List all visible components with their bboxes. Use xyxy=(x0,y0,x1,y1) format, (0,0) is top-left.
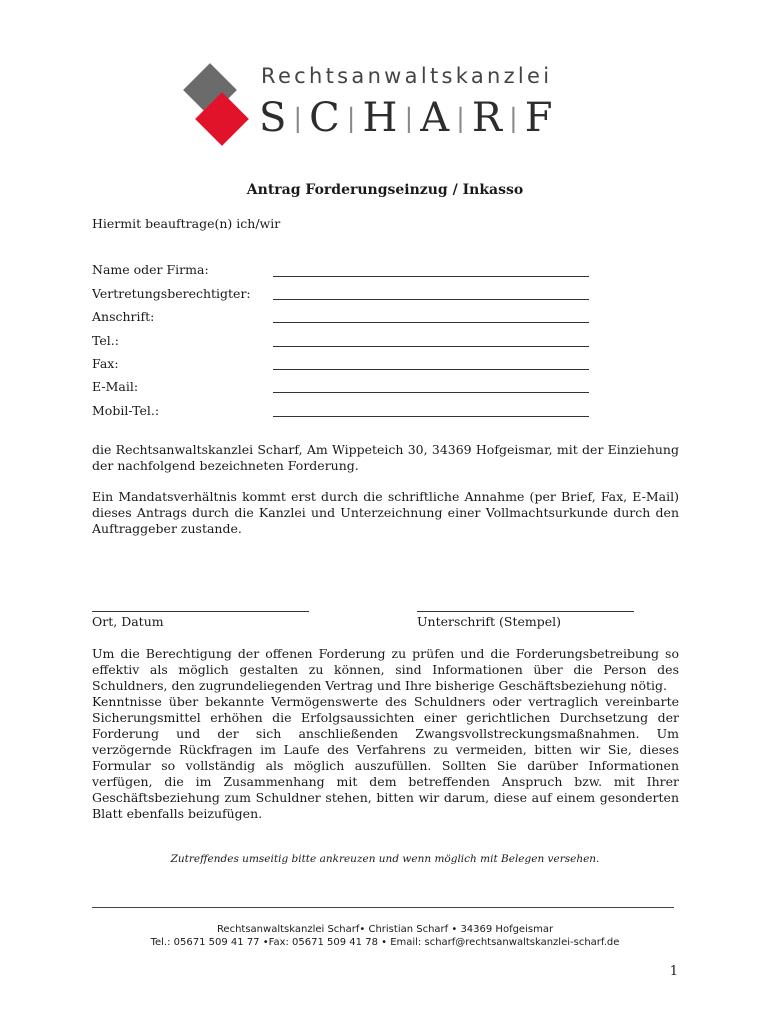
page-number: 1 xyxy=(669,964,678,979)
note-text: Zutreffendes umseitig bitte ankreuzen und wenn möglich mit Belegen versehen. xyxy=(170,853,600,865)
paragraph-mandate-intro: die Rechtsanwaltskanzlei Scharf, Am Wippeteich 30, 34369 Hofgeismar, mit der Einziehung der nachfolgend bezeichneten Forderung. xyxy=(92,442,679,473)
field-label-mobile: Mobil-Tel.: xyxy=(92,403,160,418)
logo-letter: C xyxy=(309,95,340,141)
logo-letter: A xyxy=(420,95,450,141)
field-label-fax: Fax: xyxy=(92,356,119,371)
field-label-address: Anschrift: xyxy=(92,309,155,324)
logo-letter: R xyxy=(471,95,502,141)
intro-text: Hiermit beauftrage(n) ich/wir xyxy=(92,216,281,231)
field-line-name[interactable] xyxy=(273,276,589,277)
logo-letter: F xyxy=(524,95,553,141)
signature-line-place-date[interactable] xyxy=(92,611,309,612)
field-line-representative[interactable] xyxy=(273,299,589,300)
signature-line-signature[interactable] xyxy=(417,611,634,612)
field-label-name: Name oder Firma: xyxy=(92,262,209,277)
logo-name: S | C | H | A | R | F xyxy=(259,95,553,141)
field-line-mobile[interactable] xyxy=(273,416,589,417)
paragraph-mandate-terms: Ein Mandatsverhältnis kommt erst durch die schriftliche Annahme (per Brief, Fax, E-Mail) dieses Antrags durch die Kanzlei und Unterzeichnung einer Vollmachtsurkunde durch den Auftraggeber zustande. xyxy=(92,489,679,536)
footer-line1: Rechtsanwaltskanzlei Scharf• Christian Scharf • 34369 Hofgeismar xyxy=(216,924,554,935)
signature-label-signature: Unterschrift (Stempel) xyxy=(417,614,562,629)
signature-label-place-date: Ort, Datum xyxy=(92,614,164,629)
field-label-representative: Vertretungsberechtigter: xyxy=(92,286,251,301)
field-line-address[interactable] xyxy=(273,322,589,323)
field-line-fax[interactable] xyxy=(273,369,589,370)
footer-divider xyxy=(92,907,674,908)
paragraph-assets: Kenntnisse über bekannte Vermögenswerte des Schuldners oder vertraglich vereinbarte Sicherungsmittel erhöhen die Erfolgsaussichten einer gerichtlichen Durchsetzung der Forderung und der sich anschließenden Zwangsvollstreckungsmaßnahmen. Um verzögernde Rückfragen im Laufe des Verfahrens zu vermeiden, bitten wir Sie, dieses Formular so vollständig als möglich auszufüllen. Sollten Sie darüber Informationen verfügen, die im Zusammenhang mit dem betreffenden Anspruch bzw. mit Ihrer Geschäftsbeziehung zum Schuldner stehen, bitten wir darum, diese auf einem gesonderten Blatt ebenfalls beizufügen. xyxy=(92,694,679,821)
field-line-phone[interactable] xyxy=(273,346,589,347)
logo-letter: H xyxy=(362,95,398,141)
logo-line1: Rechtsanwaltskanzlei xyxy=(261,64,553,88)
document-title: Antrag Forderungseinzug / Inkasso xyxy=(246,182,524,198)
logo-letter: S xyxy=(259,95,287,141)
paragraph-information: Um die Berechtigung der offenen Forderung zu prüfen und die Forderungsbetreibung so effektiv als möglich gestalten zu können, sind Informationen über die Person des Schuldners, den zugrundeliegenden Vertrag und Ihre bisherige Geschäftsbeziehung nötig. xyxy=(92,646,679,693)
field-line-email[interactable] xyxy=(273,392,589,393)
field-label-phone: Tel.: xyxy=(92,333,119,348)
field-label-email: E-Mail: xyxy=(92,379,139,394)
footer-line2: Tel.: 05671 509 41 77 •Fax: 05671 509 41 78 • Email: scharf@rechtsanwaltskanzlei-scharf.de xyxy=(150,937,620,948)
